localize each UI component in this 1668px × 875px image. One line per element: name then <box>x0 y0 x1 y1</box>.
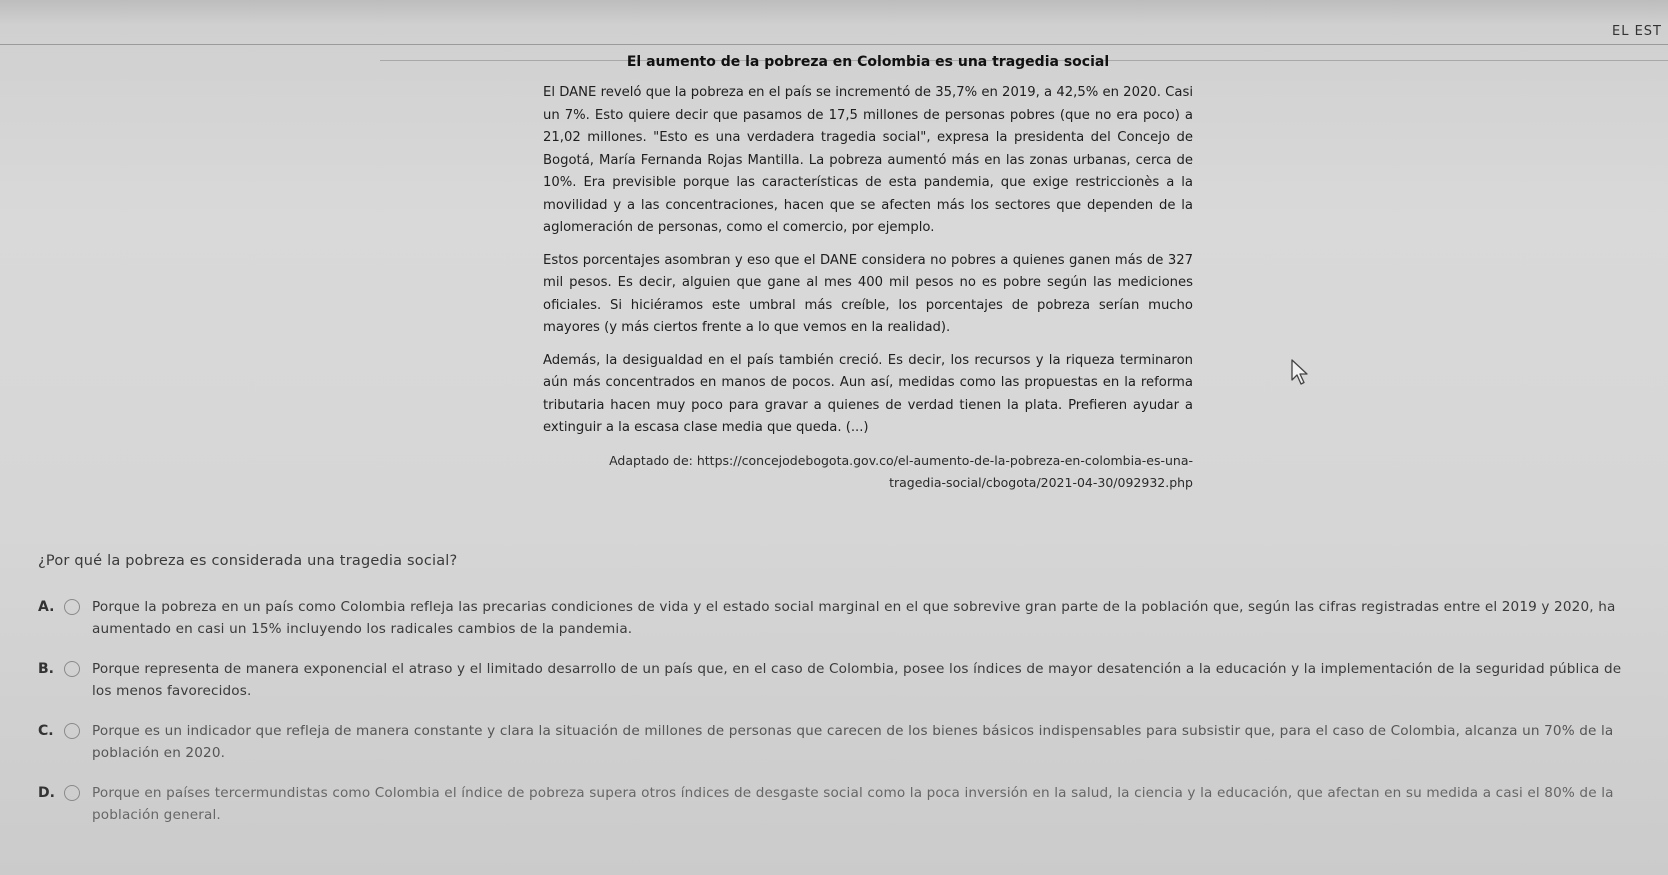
top-divider <box>0 44 1668 45</box>
header-code: EL EST <box>1612 24 1662 39</box>
option-c[interactable] <box>38 720 1658 764</box>
option-a-letter: A. <box>38 599 55 615</box>
source-line-2: tragedia-social/cbogota/2021-04-30/092932.php <box>889 474 1193 490</box>
option-d-letter: D. <box>38 785 55 801</box>
option-b[interactable] <box>38 658 1658 702</box>
source-line-1: Adaptado de: https://concejodebogota.gov.co/el-aumento-de-la-pobreza-en-colombia-es-una- <box>609 452 1193 468</box>
article-paragraph-2: Estos porcentajes asombran y eso que el DANE considera no pobres a quienes ganen más de 327 mil pesos. Es decir, alguien que gane al mes 400 mil pesos no es pobre según las mediciones oficiales. Si hiciéramos este umbral más creíble, los porcentajes de pobreza serían mucho mayores (y más ciertos frente a lo que vemos en la realidad). <box>543 252 1193 335</box>
option-a-text: Porque la pobreza en un país como Colombia refleja las precarias condiciones de vida y el estado social marginal en el que sobrevive gran parte de la población que, según las cifras registradas entre el 2019 y 2020, ha aumentado en casi un 15% incluyendo los radicales cambios de la pandemia. <box>92 599 1616 637</box>
article-title: El aumento de la pobreza en Colombia es una tragedia social <box>626 54 1110 70</box>
article <box>543 54 1193 494</box>
option-c-letter: C. <box>38 723 54 739</box>
option-b-letter: B. <box>38 661 54 677</box>
question-text: ¿Por qué la pobreza es considerada una tragedia social? <box>38 553 458 569</box>
article-paragraph-1: El DANE reveló que la pobreza en el país se incrementó de 35,7% en 2019, a 42,5% en 2020. Casi un 7%. Esto quiere decir que pasamos de 17,5 millones de personas pobres (que no era poco) a 21,02 millones. "Esto es una verdadera tragedia social", expresa la presidenta del Concejo de Bogotá, María Fernanda Rojas Mantilla. La pobreza aumentó más en las zonas urbanas, cerca de 10%. Era previsible porque las características de esta pandemia, que exige restriccionès a la movilidad y a las concentraciones, hacen que se afecten más los sectores que dependen de la aglomeración de personas, como el comercio, por ejemplo. <box>543 85 1193 235</box>
option-d[interactable] <box>38 782 1658 826</box>
option-b-radio[interactable] <box>64 661 80 677</box>
option-c-text: Porque es un indicador que refleja de manera constante y clara la situación de millones de personas que carecen de los bienes básicos indispensables para subsistir que, para el caso de Colombia, alcanza un 70% de la población en 2020. <box>92 723 1614 761</box>
top-strip <box>0 0 1668 24</box>
option-a-radio[interactable] <box>64 599 80 615</box>
mouse-pointer-icon <box>1290 358 1310 386</box>
article-source <box>543 450 1193 494</box>
option-a[interactable] <box>38 596 1658 640</box>
option-d-text: Porque en países tercermundistas como Colombia el índice de pobreza supera otros índices de desgaste social como la poca inversión en la salud, la ciencia y la educación, que afectan en su medida a casi el 80% de la población general. <box>92 785 1614 823</box>
answer-options <box>38 596 1658 844</box>
article-paragraph-3: Además, la desigualdad en el país también creció. Es decir, los recursos y la riqueza terminaron aún más concentrados en manos de pocos. Aun así, medidas como las propuestas en la reforma tributaria hacen muy poco para gravar a quienes de verdad tienen la plata. Prefieren ayudar a extinguir a la escasa clase media que queda. (...) <box>543 352 1193 435</box>
option-b-text: Porque representa de manera exponencial el atraso y el limitado desarrollo de un país que, en el caso de Colombia, posee los índices de mayor desatención a la educación y la implementación de la seguridad pública de los menos favorecidos. <box>92 661 1622 699</box>
option-c-radio[interactable] <box>64 723 80 739</box>
option-d-radio[interactable] <box>64 785 80 801</box>
